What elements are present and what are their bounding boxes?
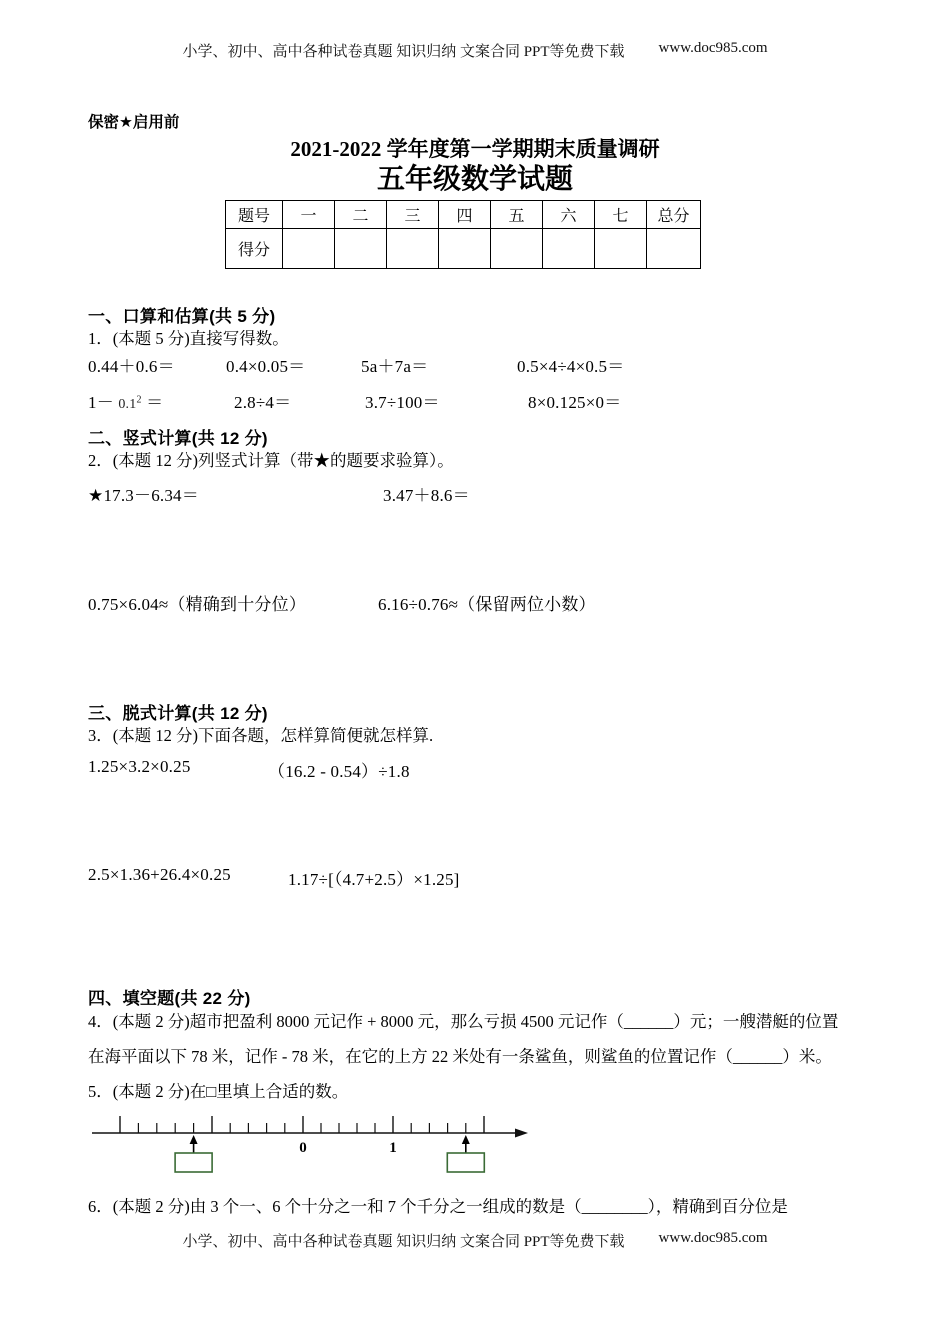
tick-label-zero: 0 <box>299 1140 307 1156</box>
q1-expr-1: 0.44＋0.6＝ <box>88 357 175 376</box>
score-table-header-label: 题号 <box>226 201 283 229</box>
page-footer <box>0 1230 950 1251</box>
score-col-total: 总分 <box>647 201 701 229</box>
security-notice: 保密★启用前 <box>88 114 180 131</box>
question-1: 1．(本题 5 分)直接写得数。 <box>88 329 289 348</box>
header-url[interactable]: www.doc985.com <box>658 40 768 56</box>
score-col-2: 二 <box>335 201 387 229</box>
q1-expr-7: 3.7÷100＝ <box>365 393 440 412</box>
score-col-7: 七 <box>595 201 647 229</box>
score-col-6: 六 <box>543 201 595 229</box>
section2-title: 二、竖式计算(共 12 分) <box>88 429 268 448</box>
pointer-arrow-icon <box>190 1135 198 1144</box>
q2-expr-4: 6.16÷0.76≈（保留两位小数） <box>378 595 596 614</box>
header-promo-text: 小学、初中、高中各种试卷真题 知识归纳 文案合同 PPT等免费下载 <box>182 44 625 60</box>
q1-expr5-prefix: 1－ <box>88 393 119 412</box>
question-3: 3．(本题 12 分)下面各题，怎样算简便就怎样算. <box>88 726 434 745</box>
tick-label-one: 1 <box>389 1140 397 1156</box>
score-row-label: 得分 <box>226 229 283 269</box>
q1-expr5-suffix: ＝ <box>141 393 164 412</box>
exam-title-line1: 2021-2022 学年度第一学期期末质量调研 <box>290 137 660 161</box>
q2-expr-3: 0.75×6.04≈（精确到十分位） <box>88 595 307 614</box>
axis-arrowhead-icon <box>515 1129 528 1138</box>
q1-expr5-power: $0.1^2$ <box>118 394 142 412</box>
exam-title-line2: 五年级数学试题 <box>376 163 573 194</box>
question-5: 5．(本题 2 分)在□里填上合适的数。 <box>88 1082 349 1101</box>
question-4-line1: 4．(本题 2 分)超市把盈利 8000 元记作 + 8000 元，那么亏损 4500 元记作（______）元；一艘潜艇的位置 <box>88 1012 839 1031</box>
score-col-1: 一 <box>283 201 335 229</box>
q1-expr-3: 5a＋7a＝ <box>361 357 429 376</box>
section4-title: 四、填空题(共 22 分) <box>88 989 251 1008</box>
q3-expr-1: 1.25×3.2×0.25 <box>88 757 191 776</box>
score-table-header-row <box>226 201 701 229</box>
score-table-score-row <box>226 229 701 269</box>
q3-expr-3: 2.5×1.36+26.4×0.25 <box>88 865 231 884</box>
footer-url[interactable]: www.doc985.com <box>658 1230 768 1246</box>
pointer-arrow-icon <box>462 1135 470 1144</box>
score-table <box>225 200 701 269</box>
q1-expr-6: 2.8÷4＝ <box>234 393 292 412</box>
score-col-5: 五 <box>491 201 543 229</box>
section3-title: 三、脱式计算(共 12 分) <box>88 704 268 723</box>
question-6: 6．(本题 2 分)由 3 个一、6 个十分之一和 7 个千分之一组成的数是（________），精确到百分位是 <box>88 1197 788 1216</box>
footer-promo-text: 小学、初中、高中各种试卷真题 知识归纳 文案合同 PPT等免费下载 <box>182 1234 625 1250</box>
score-col-4: 四 <box>439 201 491 229</box>
q1-expr-2: 0.4×0.05＝ <box>226 357 306 376</box>
score-cell <box>491 229 543 269</box>
question-4-line2: 在海平面以下 78 米，记作 - 78 米，在它的上方 22 米处有一条鲨鱼，则鲨鱼的位置记作（______）米。 <box>88 1047 832 1066</box>
section1-title: 一、口算和估算(共 5 分) <box>88 307 276 326</box>
number-line-figure <box>88 1106 533 1180</box>
score-cell <box>439 229 491 269</box>
question-2: 2．(本题 12 分)列竖式计算（带★的题要求验算）。 <box>88 451 454 470</box>
q1-expr-4: 0.5×4÷4×0.5＝ <box>517 357 625 376</box>
answer-box <box>175 1153 212 1172</box>
q2-expr-2: 3.47＋8.6＝ <box>383 486 470 505</box>
score-cell <box>335 229 387 269</box>
page-header <box>0 40 950 61</box>
q2-expr-1: ★17.3－6.34＝ <box>88 486 199 505</box>
score-col-3: 三 <box>387 201 439 229</box>
answer-box <box>447 1153 484 1172</box>
score-cell <box>387 229 439 269</box>
score-cell <box>647 229 701 269</box>
score-cell <box>283 229 335 269</box>
score-cell <box>543 229 595 269</box>
score-cell <box>595 229 647 269</box>
q1-expr-8: 8×0.125×0＝ <box>528 393 622 412</box>
q1-expr-5 <box>88 388 163 413</box>
q3-expr-2: （16.2 - 0.54）÷1.8 <box>268 762 410 781</box>
q3-expr-4: 1.17÷[（4.7+2.5）×1.25] <box>288 870 460 889</box>
